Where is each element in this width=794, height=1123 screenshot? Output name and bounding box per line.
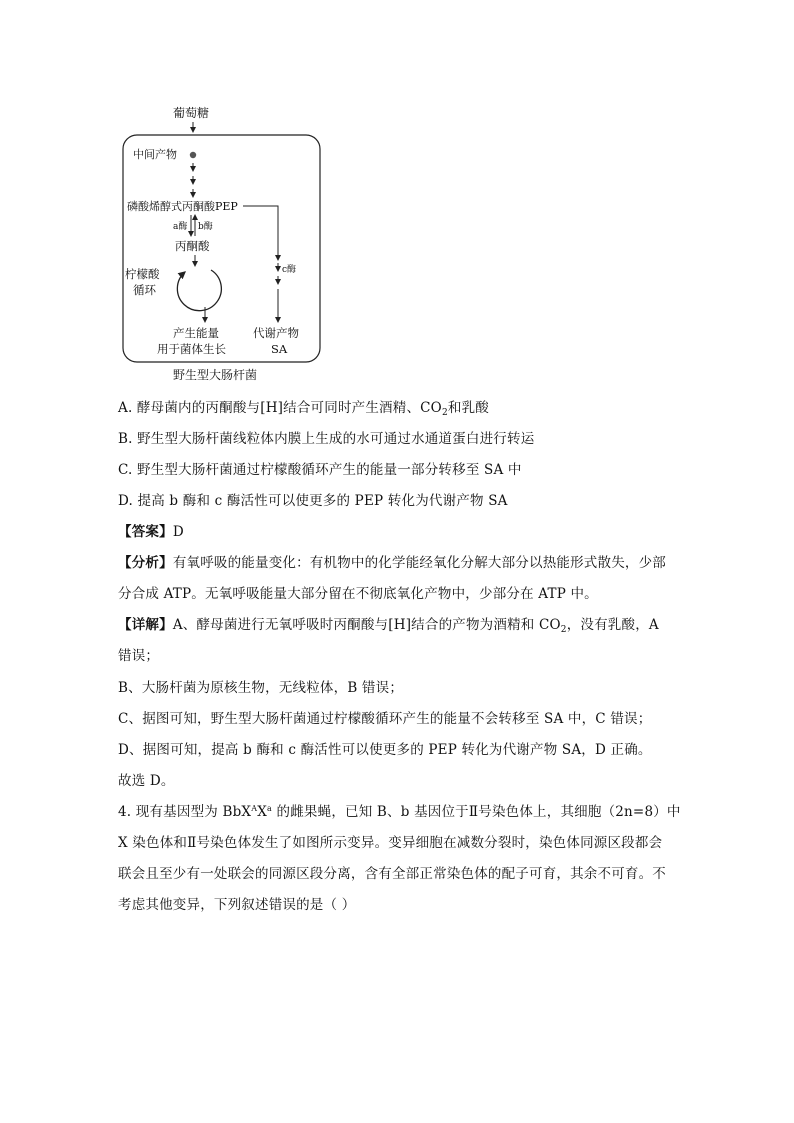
detail-text-1-end: ，没有乳酸，A	[566, 617, 659, 633]
option-c: C. 野生型大肠杆菌通过柠檬酸循环产生的能量一部分转移至 SA 中	[118, 462, 522, 478]
citric-label-2: 循环	[133, 283, 156, 297]
option-a-subscript: 2	[441, 408, 448, 418]
option-b: B. 野生型大肠杆菌线粒体内膜上生成的水可通过水通道蛋白进行转运	[118, 431, 535, 447]
answer-line	[118, 520, 184, 540]
pyruvate-label: 丙酮酸	[175, 239, 210, 253]
analysis-label: 【分析】	[118, 555, 173, 571]
glucose-label: 葡萄糖	[173, 106, 210, 120]
energy-label-1: 产生能量	[173, 326, 219, 340]
enzyme-a-label: a酶	[173, 222, 188, 232]
detail-text-1: A、酵母菌进行无氧呼吸时丙酮酸与[H]结合的产物为酒精和 CO	[172, 617, 561, 633]
citric-cycle-circle	[177, 270, 221, 311]
option-a-text: A. 酵母菌内的丙酮酸与[H]结合可同时产生酒精、CO	[118, 400, 442, 416]
enzyme-c-label: c酶	[282, 265, 297, 275]
q4-text-1: 4. 现有基因型为 BbX	[118, 804, 252, 820]
intermediate-label: 中间产物	[133, 148, 177, 161]
metabolite-label-2: SA	[271, 342, 288, 356]
detail-line-6: 故选 D。	[118, 773, 175, 789]
q4-superscript-1: A	[251, 804, 258, 813]
metabolic-pathway-diagram	[115, 100, 330, 390]
question-4-line-1	[118, 800, 681, 820]
analysis-line-2: 分合成 ATP。无氧呼吸能量大部分留在不彻底氧化产物中，少部分在 ATP 中。	[118, 586, 598, 602]
citric-label-1: 柠檬酸	[125, 267, 160, 281]
detail-line-3: B、大肠杆菌为原核生物，无线粒体，B 错误；	[118, 680, 404, 696]
analysis-text-1: 有氧呼吸的能量变化：有机物中的化学能经氧化分解大部分以热能形式散失，少部	[172, 555, 667, 571]
detail-line-5: D、据图可知，提高 b 酶和 c 酶活性可以使更多的 PEP 转化为代谢产物 SA，D 正确。	[118, 742, 652, 758]
question-4-line-4: 考虑其他变异，下列叙述错误的是（ ）	[118, 897, 356, 913]
pathway-svg	[115, 100, 330, 390]
option-a	[118, 396, 489, 418]
energy-label-2: 用于菌体生长	[157, 342, 226, 356]
pep-label: 磷酸烯醇式丙酮酸PEP	[127, 200, 238, 213]
detail-line-4: C、据图可知，野生型大肠杆菌通过柠檬酸循环产生的能量不会转移至 SA 中，C 错误；	[118, 711, 652, 727]
intermediate-dot	[190, 152, 196, 158]
q4-text-mid: X	[257, 804, 268, 820]
detail-subscript: 2	[560, 625, 567, 635]
detail-line-1	[118, 613, 659, 635]
analysis-line-1	[118, 551, 666, 571]
detail-line-2: 错误；	[118, 648, 160, 664]
enzyme-b-label: b酶	[198, 222, 213, 232]
answer-label: 【答案】	[118, 524, 173, 540]
diagram-caption: 野生型大肠杆菌	[173, 368, 258, 382]
option-d: D. 提高 b 酶和 c 酶活性可以使更多的 PEP 转化为代谢产物 SA	[118, 493, 508, 509]
answer-value: D	[172, 524, 184, 540]
q4-text-1-end: 的雌果蝇，已知 B、b 基因位于Ⅱ号染色体上，其细胞（2n=8）中	[272, 804, 681, 820]
option-a-text-end: 和乳酸	[447, 400, 489, 416]
pep-branch-arrow	[243, 206, 278, 260]
detail-label: 【详解】	[118, 617, 173, 633]
metabolite-label-1: 代谢产物	[253, 326, 299, 340]
q4-superscript-2: a	[267, 804, 273, 813]
question-4-line-3: 联会且至少有一处联会的同源区段分离，含有全部正常染色体的配子可育，其余不可育。不	[118, 866, 666, 882]
question-4-line-2: X 染色体和Ⅱ号染色体发生了如图所示变异。变异细胞在减数分裂时，染色体同源区段都会	[118, 835, 663, 851]
